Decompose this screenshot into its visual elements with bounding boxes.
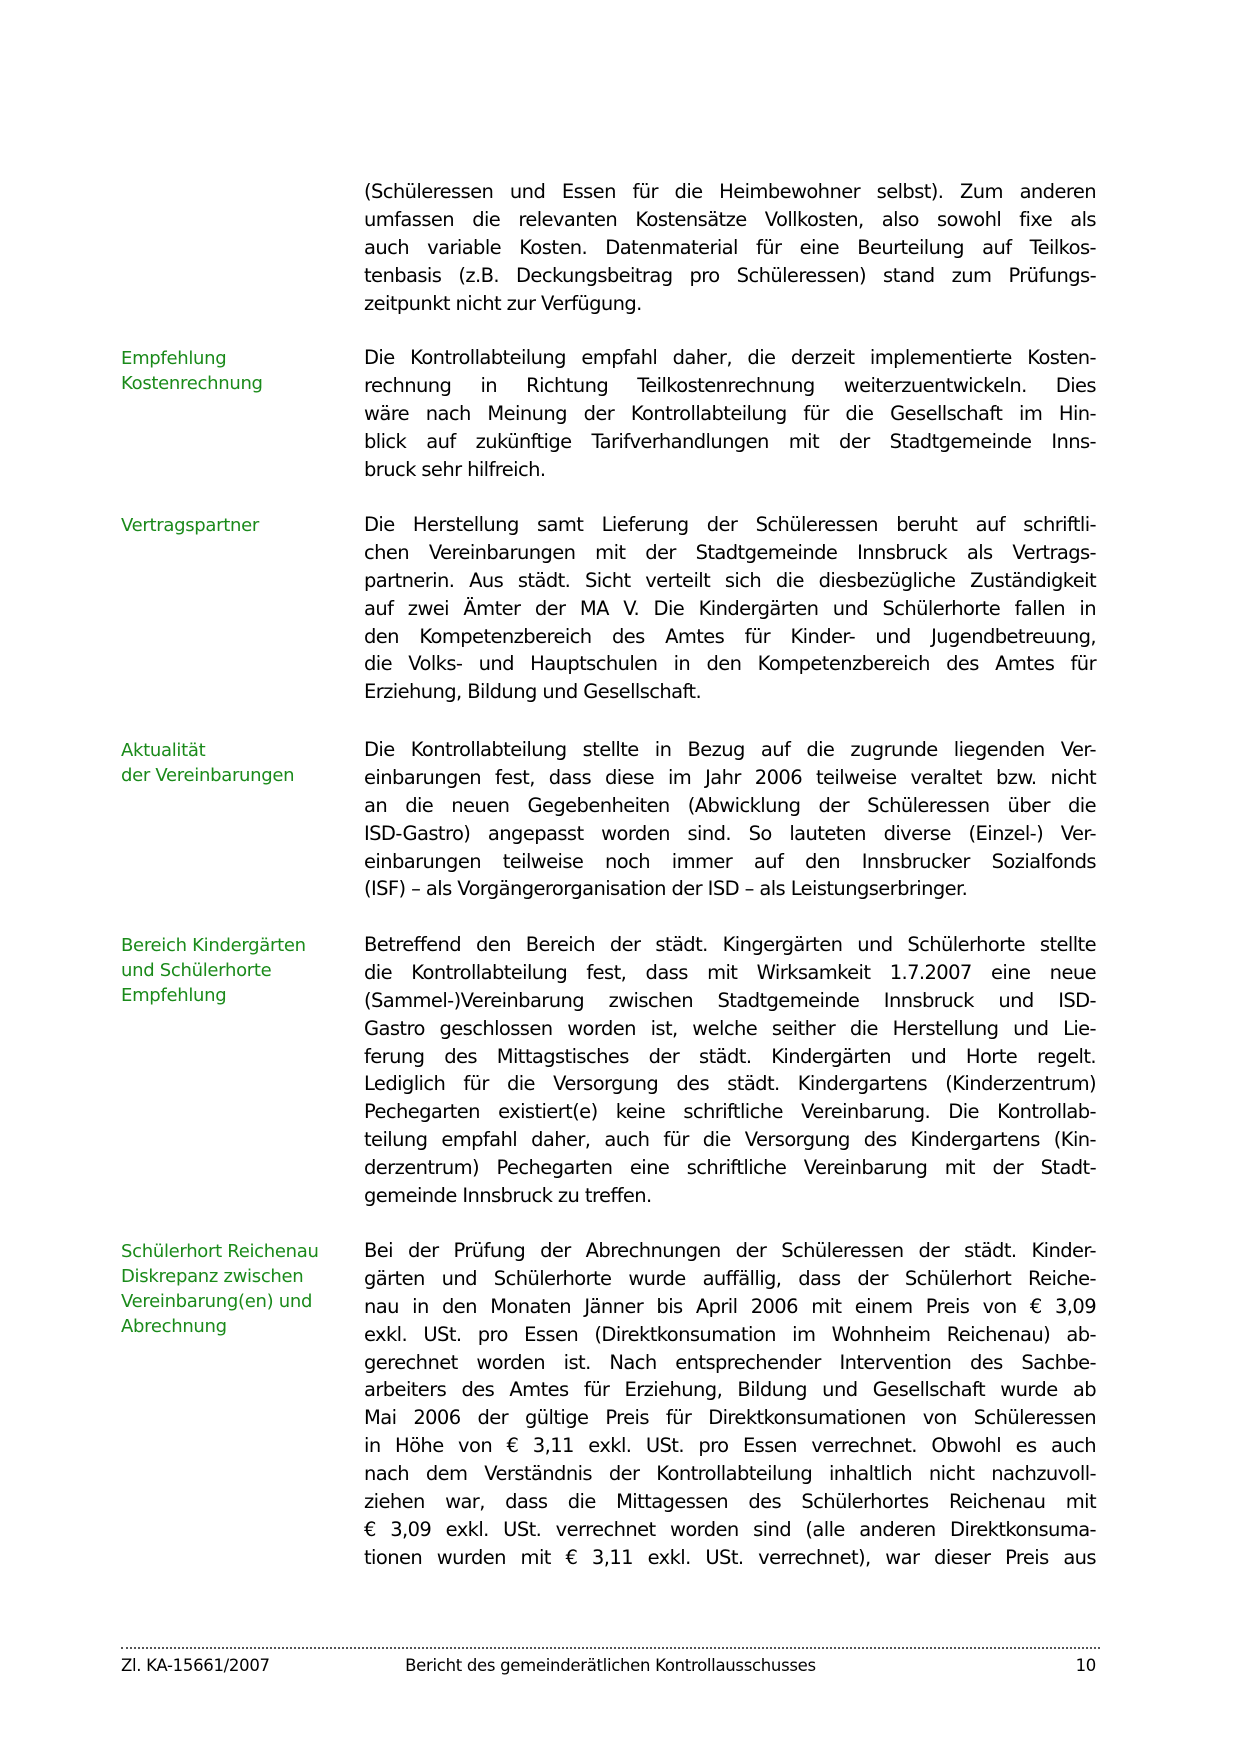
text-line: Mai 2006 der gültige Preis für Direktkonsumationen von Schüleressen bbox=[364, 1406, 1096, 1430]
margin-label-line: Bereich Kindergärten bbox=[121, 935, 306, 956]
text-line: rechnung in Richtung Teilkostenrechnung weiterzuentwickeln. Dies bbox=[364, 373, 1096, 397]
margin-label-line: der Vereinbarungen bbox=[121, 765, 295, 786]
margin-label-line: und Schülerhorte bbox=[121, 960, 272, 981]
text-line: € 3,09 exkl. USt. verrechnet worden sind (alle anderen Direktkonsuma- bbox=[364, 1517, 1096, 1541]
body-paragraph bbox=[364, 1237, 1096, 1572]
text-line: zeitpunkt nicht zur Verfügung. bbox=[364, 291, 642, 315]
body-paragraph bbox=[364, 178, 1096, 317]
text-line: Die Kontrollabteilung stellte in Bezug auf die zugrunde liegenden Ver- bbox=[364, 738, 1096, 761]
text-line: ziehen war, dass die Mittagessen des Schülerhortes Reichenau mit bbox=[364, 1490, 1096, 1514]
body-paragraph bbox=[364, 511, 1096, 706]
text-line: Lediglich für die Versorgung des städt. Kindergartens (Kinderzentrum) bbox=[364, 1072, 1096, 1096]
text-line: tionen wurden mit € 3,11 exkl. USt. verrechnet), war dieser Preis aus bbox=[364, 1545, 1096, 1569]
text-line: gerechnet worden ist. Nach entsprechender Intervention des Sachbe- bbox=[364, 1350, 1096, 1374]
text-line: derzentrum) Pechegarten eine schriftliche Vereinbarung mit der Stadt- bbox=[364, 1156, 1096, 1180]
text-line: tenbasis (z.B. Deckungsbeitrag pro Schüleressen) stand zum Prüfungs- bbox=[364, 263, 1096, 287]
margin-label-line: Kostenrechnung bbox=[121, 373, 263, 394]
footer-reference: Zl. KA-15661/2007 bbox=[121, 1656, 270, 1675]
text-line: nau in den Monaten Jänner bis April 2006 mit einem Preis von € 3,09 bbox=[364, 1294, 1096, 1318]
text-line: an die neuen Gegebenheiten (Abwicklung der Schüleressen über die bbox=[364, 793, 1096, 817]
text-line: gärten und Schülerhorte wurde auffällig, dass der Schülerhort Reiche- bbox=[364, 1266, 1096, 1290]
text-line: ISD-Gastro) angepasst worden sind. So lauteten diverse (Einzel-) Ver- bbox=[364, 821, 1096, 845]
footer-title: Bericht des gemeinderätlichen Kontrollausschusses bbox=[405, 1656, 816, 1675]
margin-label-line: Aktualität bbox=[121, 740, 206, 761]
text-line: teilung empfahl daher, auch für die Versorgung des Kindergartens (Kin- bbox=[364, 1128, 1096, 1152]
body-paragraph bbox=[364, 736, 1096, 903]
text-line: umfassen die relevanten Kostensätze Vollkosten, also sowohl fixe als bbox=[364, 207, 1096, 231]
margin-label bbox=[121, 1239, 351, 1339]
text-line: Pechegarten existiert(e) keine schriftliche Vereinbarung. Die Kontrollab- bbox=[364, 1100, 1096, 1124]
text-line: einbarungen teilweise noch immer auf den Innsbrucker Sozialfonds bbox=[364, 849, 1096, 873]
text-line: nach dem Verständnis der Kontrollabteilung inhaltlich nicht nachzuvoll- bbox=[364, 1462, 1096, 1486]
text-line: (Schüleressen und Essen für die Heimbewohner selbst). Zum anderen bbox=[364, 180, 1096, 203]
text-line: Bei der Prüfung der Abrechnungen der Schüleressen der städt. Kinder- bbox=[364, 1239, 1096, 1262]
text-line: auch variable Kosten. Datenmaterial für eine Beurteilung auf Teilkos- bbox=[364, 235, 1096, 259]
body-paragraph bbox=[364, 931, 1096, 1210]
text-line: die Volks- und Hauptschulen in den Kompetenzbereich des Amtes für bbox=[364, 652, 1096, 676]
text-line: (ISF) – als Vorgängerorganisation der ISD – als Leistungserbringer. bbox=[364, 877, 968, 901]
text-line: in Höhe von € 3,11 exkl. USt. pro Essen verrechnet. Obwohl es auch bbox=[364, 1434, 1096, 1458]
text-line: (Sammel-)Vereinbarung zwischen Stadtgemeinde Innsbruck und ISD- bbox=[364, 988, 1096, 1012]
text-line: ferung des Mittagstisches der städt. Kindergärten und Horte regelt. bbox=[364, 1044, 1096, 1068]
margin-label-line: Vertragspartner bbox=[121, 515, 259, 536]
text-line: einbarungen fest, dass diese im Jahr 2006 teilweise veraltet bzw. nicht bbox=[364, 765, 1096, 789]
text-line: arbeiters des Amtes für Erziehung, Bildung und Gesellschaft wurde ab bbox=[364, 1378, 1096, 1402]
margin-label bbox=[121, 513, 351, 538]
text-line: Die Kontrollabteilung empfahl daher, die derzeit implementierte Kosten- bbox=[364, 346, 1096, 369]
text-line: gemeinde Innsbruck zu treffen. bbox=[364, 1184, 652, 1208]
margin-label-line: Abrechnung bbox=[121, 1316, 227, 1337]
margin-label-line: Schülerhort Reichenau bbox=[121, 1241, 319, 1262]
text-line: exkl. USt. pro Essen (Direktkonsumation im Wohnheim Reichenau) ab- bbox=[364, 1322, 1096, 1346]
text-line: wäre nach Meinung der Kontrollabteilung für die Gesellschaft im Hin- bbox=[364, 401, 1096, 425]
margin-label-line: Diskrepanz zwischen bbox=[121, 1266, 304, 1287]
text-line: blick auf zukünftige Tarifverhandlungen mit der Stadtgemeinde Inns- bbox=[364, 429, 1096, 453]
text-line: Betreffend den Bereich der städt. Kingergärten und Schülerhorte stellte bbox=[364, 933, 1096, 956]
text-line: bruck sehr hilfreich. bbox=[364, 457, 546, 481]
margin-label-line: Empfehlung bbox=[121, 348, 227, 369]
margin-label bbox=[121, 933, 351, 1008]
page-number: 10 bbox=[1075, 1656, 1096, 1675]
text-line: partnerin. Aus städt. Sicht verteilt sich die diesbezügliche Zuständigkeit bbox=[364, 568, 1096, 592]
footer-divider bbox=[121, 1647, 1100, 1649]
text-line: chen Vereinbarungen mit der Stadtgemeinde Innsbruck als Vertrags- bbox=[364, 540, 1096, 564]
text-line: Gastro geschlossen worden ist, welche seither die Herstellung und Lie- bbox=[364, 1016, 1096, 1040]
body-paragraph bbox=[364, 344, 1096, 483]
margin-label bbox=[121, 738, 351, 788]
margin-label-line: Empfehlung bbox=[121, 985, 227, 1006]
text-line: Erziehung, Bildung und Gesellschaft. bbox=[364, 680, 702, 704]
margin-label-line: Vereinbarung(en) und bbox=[121, 1291, 313, 1312]
text-line: den Kompetenzbereich des Amtes für Kinder- und Jugendbetreuung, bbox=[364, 624, 1096, 648]
text-line: die Kontrollabteilung fest, dass mit Wirksamkeit 1.7.2007 eine neue bbox=[364, 960, 1096, 984]
text-line: auf zwei Ämter der MA V. Die Kindergärten und Schülerhorte fallen in bbox=[364, 596, 1096, 620]
text-line: Die Herstellung samt Lieferung der Schüleressen beruht auf schriftli- bbox=[364, 513, 1096, 536]
margin-label bbox=[121, 346, 351, 396]
